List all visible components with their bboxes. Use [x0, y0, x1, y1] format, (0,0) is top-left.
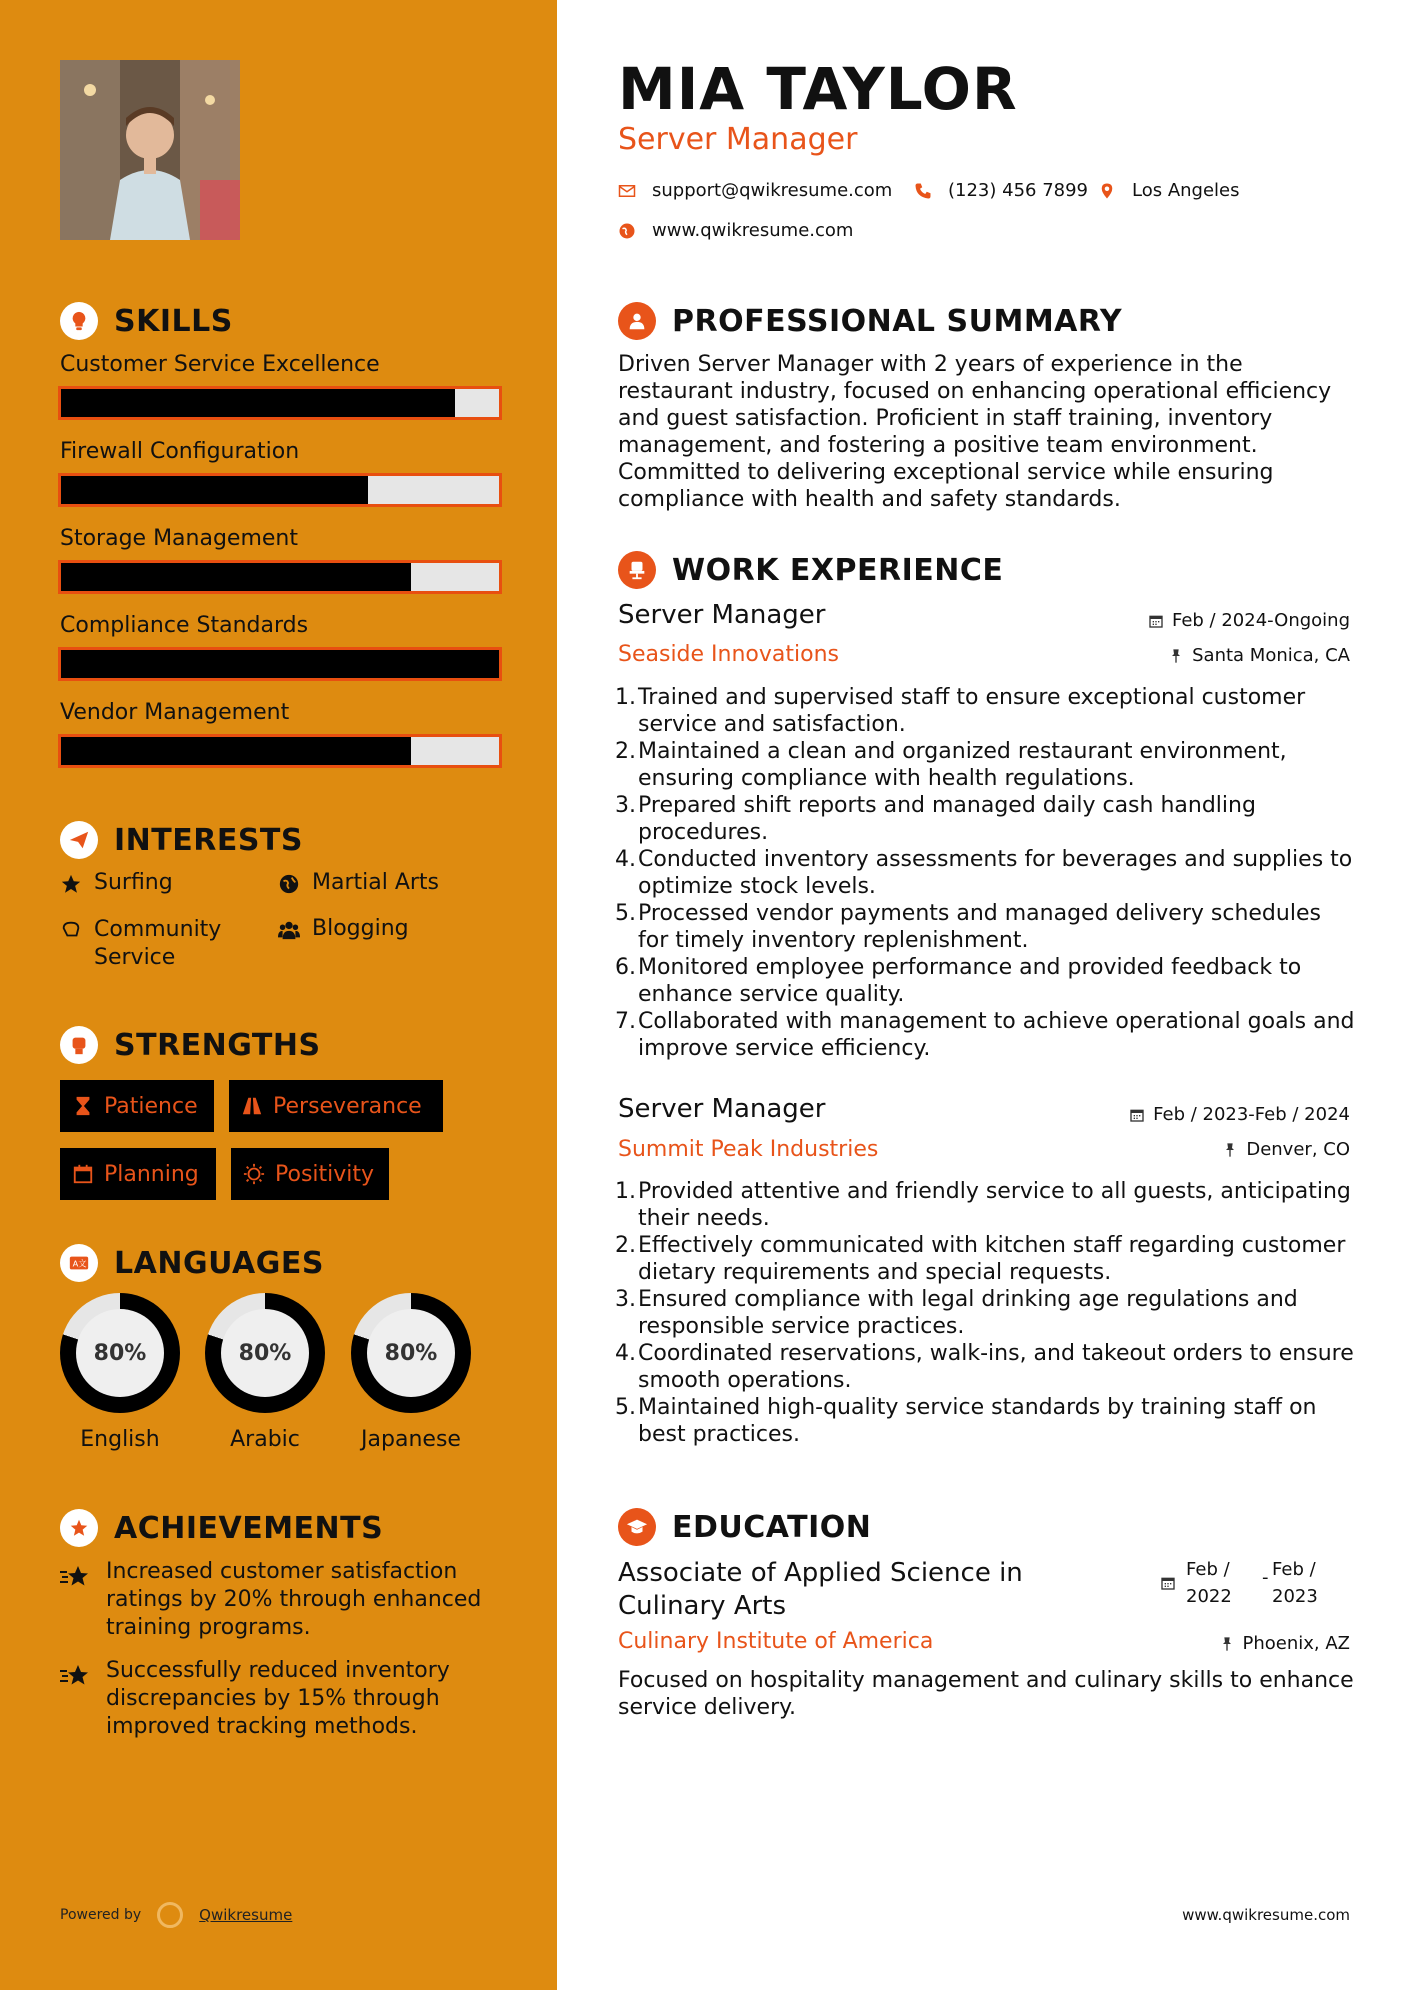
education-title: EDUCATION — [672, 1509, 872, 1545]
language-percent: 80% — [76, 1309, 164, 1397]
calendar-icon — [72, 1163, 94, 1185]
footer-url[interactable]: www.qwikresume.com — [1182, 1906, 1350, 1924]
achievements-header — [60, 1509, 383, 1547]
education-date-start: Feb / 2022 — [1186, 1559, 1232, 1607]
job-date-text: Feb / 2023-Feb / 2024 — [1153, 1104, 1350, 1125]
achievements-title: ACHIEVEMENTS — [114, 1510, 384, 1546]
skill-bar-fill — [61, 563, 411, 591]
languages-title: LANGUAGES — [114, 1245, 324, 1281]
language-icon — [60, 1244, 98, 1282]
strength-label: Perseverance — [273, 1093, 422, 1119]
achievement-text: Increased customer satisfaction ratings by 20% through enhanced training programs. — [106, 1559, 482, 1640]
language-ring — [60, 1293, 180, 1413]
job-company: Summit Peak Industries — [618, 1137, 879, 1162]
hand-icon — [60, 919, 82, 941]
language-item — [351, 1293, 471, 1452]
skills-title: SKILLS — [114, 303, 233, 339]
job-title: Server Manager — [618, 600, 826, 630]
job-location — [1168, 645, 1350, 666]
job-bullets — [615, 684, 1358, 1062]
achievement-text: Successfully reduced inventory discrepancies by 15% through improved tracking methods. — [106, 1658, 450, 1739]
location-text: Los Angeles — [1132, 180, 1240, 201]
contact-phone[interactable] — [914, 180, 1088, 201]
skill-bar — [58, 473, 502, 507]
interest-label: Community Service — [94, 917, 222, 970]
job-location-text: Denver, CO — [1246, 1139, 1350, 1160]
strength-badge — [229, 1080, 443, 1132]
globe-icon — [618, 222, 636, 240]
job-bullet: 1. Trained and supervised staff to ensure exceptional customer service and satisfaction. — [615, 685, 1306, 737]
job-date — [1129, 1104, 1350, 1125]
language-percent: 80% — [367, 1309, 455, 1397]
strengths-header — [60, 1026, 321, 1064]
interests-title: INTERESTS — [114, 822, 303, 858]
svg-text:A文: A文 — [72, 1258, 87, 1269]
graduation-cap-icon — [618, 1508, 656, 1546]
paper-plane-icon — [60, 821, 98, 859]
person-name: MIA TAYLOR — [618, 55, 1018, 123]
language-name: English — [80, 1427, 160, 1452]
job-bullet: 3. Prepared shift reports and managed daily cash handling procedures. — [615, 793, 1256, 845]
skill-label: Compliance Standards — [60, 613, 309, 638]
qwikresume-logo-icon — [157, 1902, 183, 1928]
strengths-title: STRENGTHS — [114, 1027, 321, 1063]
job-bullet: 2. Effectively communicated with kitchen staff regarding customer dietary requirements and special requests. — [615, 1233, 1346, 1285]
job-bullet: 4. Conducted inventory assessments for beverages and supplies to optimize stock levels. — [615, 847, 1353, 899]
strength-label: Positivity — [275, 1161, 375, 1187]
hourglass-icon — [72, 1095, 94, 1117]
phone-text: (123) 456 7899 — [948, 180, 1089, 201]
calendar-icon — [1129, 1107, 1145, 1123]
qwikresume-link[interactable]: Qwikresume — [199, 1906, 293, 1924]
pushpin-icon — [1222, 1142, 1238, 1158]
job-date-text: Feb / 2024-Ongoing — [1171, 610, 1350, 631]
chair-icon — [618, 551, 656, 589]
lightbulb-icon — [60, 302, 98, 340]
language-percent: 80% — [221, 1309, 309, 1397]
email-text: support@qwikresume.com — [652, 180, 893, 201]
experience-title: WORK EXPERIENCE — [672, 552, 1004, 588]
job-location-text: Santa Monica, CA — [1192, 645, 1350, 666]
education-header — [618, 1508, 871, 1546]
strength-label: Patience — [104, 1093, 198, 1119]
job-title: Server Manager — [618, 1094, 826, 1124]
job-date — [1148, 610, 1350, 631]
language-ring — [351, 1293, 471, 1413]
interest-label: Blogging — [312, 916, 409, 941]
profile-photo-image — [60, 60, 240, 240]
calendar-icon — [1148, 613, 1164, 629]
envelope-icon — [618, 182, 636, 200]
globe-icon — [278, 873, 300, 895]
star-icon — [60, 873, 82, 895]
education-date-end: Feb / 2023 — [1272, 1559, 1318, 1607]
language-ring — [205, 1293, 325, 1413]
interest-item — [278, 916, 409, 941]
skill-label: Customer Service Excellence — [60, 352, 380, 377]
fist-icon — [60, 1026, 98, 1064]
pushpin-icon — [1168, 648, 1184, 664]
strength-badge — [60, 1080, 214, 1132]
powered-by — [60, 1902, 292, 1928]
skill-bar — [58, 734, 502, 768]
skill-bar-fill — [61, 737, 411, 765]
skill-bar — [58, 647, 502, 681]
job-bullet: 2. Maintained a clean and organized restaurant environment, ensuring compliance with health regulations. — [615, 739, 1287, 791]
job-bullet: 1. Provided attentive and friendly service to all guests, anticipating their needs. — [615, 1179, 1351, 1231]
user-icon — [618, 302, 656, 340]
language-name: Arabic — [230, 1427, 300, 1452]
education-degree: Associate of Applied Science in Culinary Arts — [618, 1558, 1023, 1621]
skill-label: Vendor Management — [60, 700, 290, 725]
job-bullet: 5. Processed vendor payments and managed delivery schedules for timely inventory replenishment. — [615, 901, 1321, 953]
interests-header — [60, 821, 303, 859]
skill-label: Firewall Configuration — [60, 439, 300, 464]
interest-label: Martial Arts — [312, 870, 440, 895]
interest-item — [278, 870, 439, 895]
calendar-icon — [1160, 1575, 1176, 1595]
achievement-item — [60, 1558, 500, 1642]
job-bullet: 6. Monitored employee performance and provided feedback to enhance service quality. — [615, 955, 1302, 1007]
website-text: www.qwikresume.com — [652, 220, 854, 241]
interest-item — [60, 916, 250, 972]
person-role: Server Manager — [618, 122, 858, 157]
powered-by-label: Powered by — [60, 1907, 142, 1923]
education-school: Culinary Institute of America — [618, 1629, 934, 1654]
interest-item — [60, 870, 173, 895]
strength-badge — [60, 1148, 216, 1200]
language-item — [205, 1293, 325, 1452]
sidebar — [0, 0, 557, 1990]
education-date-separator: - — [1262, 1567, 1269, 1588]
phone-icon — [914, 182, 932, 200]
skill-bar-fill — [61, 389, 455, 417]
education-location-text: Phoenix, AZ — [1242, 1633, 1350, 1654]
skill-bar — [58, 560, 502, 594]
strength-label: Planning — [104, 1161, 199, 1187]
shooting-star-icon — [60, 1564, 92, 1590]
road-icon — [241, 1095, 263, 1117]
summary-title: PROFESSIONAL SUMMARY — [672, 303, 1123, 339]
contact-website[interactable] — [618, 220, 853, 241]
skills-header — [60, 302, 233, 340]
job-company: Seaside Innovations — [618, 642, 839, 667]
languages-header — [60, 1244, 324, 1282]
summary-header — [618, 302, 1122, 340]
map-pin-icon — [1098, 182, 1116, 200]
award-star-icon — [60, 1509, 98, 1547]
contact-location — [1098, 180, 1240, 201]
interest-label: Surfing — [94, 870, 173, 895]
experience-header — [618, 551, 1003, 589]
contact-email[interactable] — [618, 180, 892, 201]
job-bullet: 5. Maintained high-quality service standards by training staff on best practices. — [615, 1395, 1317, 1447]
shooting-star-icon — [60, 1663, 92, 1689]
job-bullet: 3. Ensured compliance with legal drinking age regulations and responsible service practices. — [615, 1287, 1298, 1339]
education-description: Focused on hospitality management and culinary skills to enhance service delivery. — [618, 1668, 1354, 1720]
language-name: Japanese — [361, 1427, 461, 1452]
education-location — [1219, 1633, 1351, 1654]
strength-badge — [231, 1148, 389, 1200]
job-bullets — [615, 1178, 1358, 1448]
job-bullet: 4. Coordinated reservations, walk-ins, and takeout orders to ensure smooth operations. — [615, 1341, 1354, 1393]
achievement-item — [60, 1657, 500, 1741]
skill-bar-fill — [61, 476, 368, 504]
job-bullet: 7. Collaborated with management to achieve operational goals and improve service efficiency. — [615, 1009, 1355, 1061]
summary-text: Driven Server Manager with 2 years of experience in the restaurant industry, focused on enhancing operational efficiency and guest satisfaction. Proficient in staff training, inventory management, and fostering a positive team environment. Committed to delivering exceptional service while ensuring compliance with health and safety standards. — [618, 352, 1332, 512]
sun-icon — [243, 1163, 265, 1185]
skill-bar-fill — [61, 650, 499, 678]
profile-photo — [60, 60, 240, 240]
pushpin-icon — [1219, 1636, 1235, 1652]
job-location — [1222, 1139, 1350, 1160]
language-item — [60, 1293, 180, 1452]
skill-label: Storage Management — [60, 526, 298, 551]
users-icon — [278, 919, 300, 941]
skill-bar — [58, 386, 502, 420]
